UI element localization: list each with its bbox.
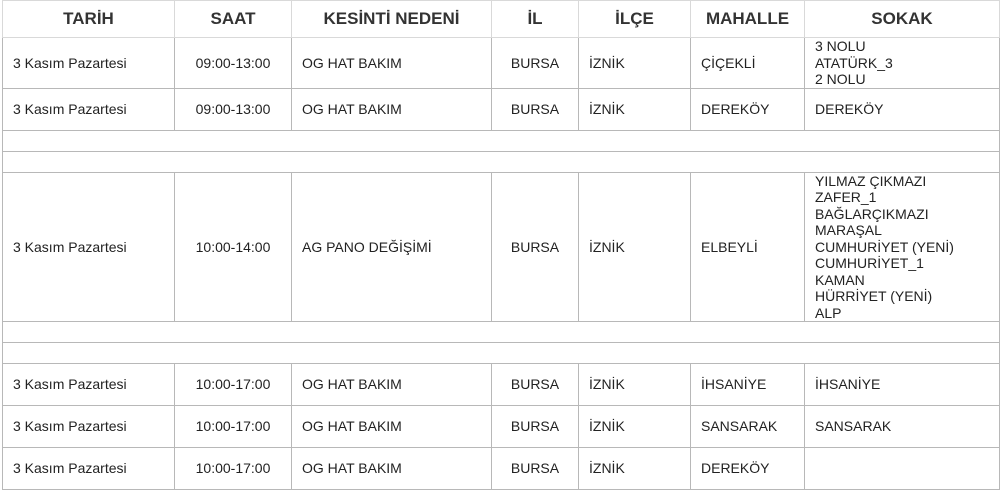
table-row	[3, 406, 1000, 448]
street-name: DEREKÖY	[815, 100, 884, 117]
table-header-row	[3, 1, 1000, 38]
cell-sokak	[805, 364, 1000, 406]
cell-il: BURSA	[492, 172, 579, 322]
street-name: KAMAN	[815, 271, 865, 288]
street-name: ATATÜRK_3	[815, 54, 893, 71]
street-name: CUMHURİYET (YENİ)	[815, 238, 954, 255]
table-row	[3, 172, 1000, 322]
cell-saat: 09:00-13:00	[175, 38, 292, 89]
cell-il: BURSA	[492, 406, 579, 448]
cell-saat: 09:00-13:00	[175, 88, 292, 130]
separator-row	[3, 343, 1000, 364]
table-row	[3, 88, 1000, 130]
separator-row	[3, 151, 1000, 172]
street-name: İHSANİYE	[815, 376, 881, 393]
cell-tarih: 3 Kasım Pazartesi	[3, 172, 175, 322]
cell-mahalle: İHSANİYE	[691, 364, 805, 406]
header-il: İL	[492, 1, 579, 38]
cell-mahalle: ELBEYLİ	[691, 172, 805, 322]
cell-il: BURSA	[492, 38, 579, 89]
cell-saat: 10:00-14:00	[175, 172, 292, 322]
cell-sokak	[805, 406, 1000, 448]
header-tarih: TARİH	[3, 1, 175, 38]
separator-row	[3, 322, 1000, 343]
cell-ilce: İZNİK	[579, 406, 691, 448]
street-name: HÜRRİYET (YENİ)	[815, 288, 933, 304]
cell-il: BURSA	[492, 364, 579, 406]
outage-table	[2, 0, 1000, 490]
header-mahalle: MAHALLE	[691, 1, 805, 38]
street-name: CUMHURİYET_1	[815, 255, 924, 271]
cell-tarih: 3 Kasım Pazartesi	[3, 364, 175, 406]
cell-ilce: İZNİK	[579, 38, 691, 89]
table-row	[3, 448, 1000, 490]
separator-cell	[3, 322, 1000, 343]
separator-row	[3, 130, 1000, 151]
table-row	[3, 38, 1000, 89]
cell-neden: OG HAT BAKIM	[292, 406, 492, 448]
header-kesinti-nedeni: KESİNTİ NEDENİ	[292, 1, 492, 38]
street-name: SANSARAK	[815, 418, 892, 435]
cell-mahalle: DEREKÖY	[691, 448, 805, 490]
separator-cell	[3, 151, 1000, 172]
street-name: 2 NOLU	[815, 71, 866, 87]
cell-saat: 10:00-17:00	[175, 448, 292, 490]
cell-neden: OG HAT BAKIM	[292, 88, 492, 130]
cell-ilce: İZNİK	[579, 364, 691, 406]
cell-saat: 10:00-17:00	[175, 364, 292, 406]
cell-il: BURSA	[492, 448, 579, 490]
cell-sokak	[805, 448, 1000, 490]
cell-sokak	[805, 172, 1000, 322]
cell-ilce: İZNİK	[579, 172, 691, 322]
cell-mahalle: SANSARAK	[691, 406, 805, 448]
cell-neden: OG HAT BAKIM	[292, 364, 492, 406]
cell-neden: AG PANO DEĞİŞİMİ	[292, 172, 492, 322]
cell-saat: 10:00-17:00	[175, 406, 292, 448]
cell-mahalle: ÇİÇEKLİ	[691, 38, 805, 89]
street-name: MARAŞAL	[815, 222, 882, 238]
street-name: ALP	[815, 304, 842, 321]
cell-il: BURSA	[492, 88, 579, 130]
header-sokak: SOKAK	[805, 1, 1000, 38]
cell-sokak	[805, 88, 1000, 130]
street-name: ZAFER_1	[815, 189, 877, 205]
cell-tarih: 3 Kasım Pazartesi	[3, 448, 175, 490]
cell-tarih: 3 Kasım Pazartesi	[3, 38, 175, 89]
cell-neden: OG HAT BAKIM	[292, 448, 492, 490]
cell-tarih: 3 Kasım Pazartesi	[3, 406, 175, 448]
street-name: YILMAZ ÇIKMAZI	[815, 172, 927, 189]
cell-mahalle: DEREKÖY	[691, 88, 805, 130]
cell-neden: OG HAT BAKIM	[292, 38, 492, 89]
header-ilce: İLÇE	[579, 1, 691, 38]
street-name: 3 NOLU	[815, 38, 866, 54]
separator-cell	[3, 343, 1000, 364]
street-name: BAĞLARÇIKMAZI	[815, 205, 929, 222]
cell-sokak	[805, 38, 1000, 89]
table-row	[3, 364, 1000, 406]
separator-cell	[3, 130, 1000, 151]
cell-tarih: 3 Kasım Pazartesi	[3, 88, 175, 130]
header-saat: SAAT	[175, 1, 292, 38]
cell-ilce: İZNİK	[579, 88, 691, 130]
cell-ilce: İZNİK	[579, 448, 691, 490]
